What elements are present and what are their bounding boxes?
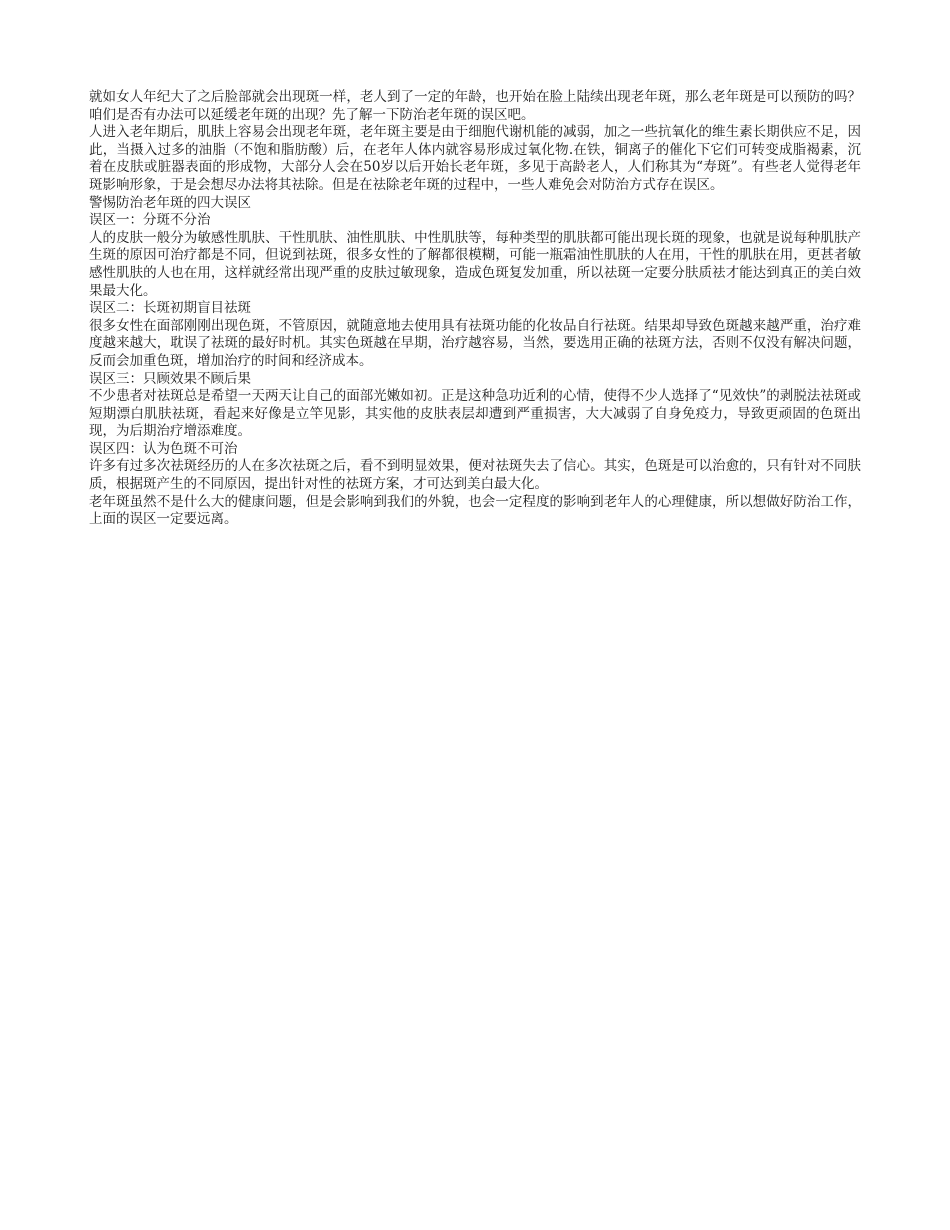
- myth-2-paragraph: 很多女性在面部刚刚出现色斑，不管原因，就随意地去使用具有祛斑功能的化妆品自行祛斑。结果却导致色斑越来越严重，治疗难度越来越大，耽误了祛斑的最好时机。其实色斑越在早期，治疗越容易，当然，要选用正确的祛斑方法，否则不仅没有解决问题，反而会加重色斑，增加治疗的时间和经济成本。: [89, 317, 861, 369]
- myth-1-heading: 误区一：分斑不分治: [89, 212, 211, 229]
- article-body: [89, 89, 861, 529]
- myth-4-paragraph: 许多有过多次祛斑经历的人在多次祛斑之后，看不到明显效果，便对祛斑失去了信心。其实，色斑是可以治愈的，只有针对不同肤质，根据斑产生的不同原因，提出针对性的祛斑方案，才可达到美白最大化。: [89, 458, 861, 493]
- myth-3-paragraph: 不少患者对祛斑总是希望一天两天让自己的面部光嫩如初。正是这种急功近利的心情，使得不少人选择了“见效快”的剥脱法祛斑或短期漂白肌肤祛斑，看起来好像是立竿见影，其实他的皮肤表层却遭到严重损害，大大减弱了自身免疫力，导致更顽固的色斑出现，为后期治疗增添难度。: [89, 388, 861, 440]
- myth-2-heading: 误区二：长斑初期盲目祛斑: [89, 300, 251, 317]
- cause-paragraph: 人进入老年期后，肌肤上容易会出现老年斑，老年斑主要是由于细胞代谢机能的减弱，加之一些抗氧化的维生素长期供应不足，因此，当摄入过多的油脂（不饱和脂肪酸）后，在老年人体内就容易形成过氧化物.在铁，铜离子的催化下它们可转变成脂褐素，沉着在皮肤或脏器表面的形成物，大部分人会在50岁以后开始长老年斑，多见于高龄老人，人们称其为“寿斑”。有些老人觉得老年斑影响形象，于是会想尽办法将其祛除。但是在祛除老年斑的过程中，一些人难免会对防治方式存在误区。: [89, 124, 861, 193]
- myth-4-heading: 误区四：认为色斑不可治: [89, 440, 238, 457]
- myth-3-heading: 误区三：只顾效果不顾后果: [89, 370, 251, 387]
- section-heading: 警惕防治老年斑的四大误区: [89, 194, 251, 211]
- conclusion-paragraph: 老年斑虽然不是什么大的健康问题，但是会影响到我们的外貌，也会一定程度的影响到老年人的心理健康，所以想做好防治工作，上面的误区一定要远离。: [89, 493, 861, 528]
- intro-paragraph: 就如女人年纪大了之后脸部就会出现斑一样，老人到了一定的年龄，也开始在脸上陆续出现老年斑，那么老年斑是可以预防的吗？咱们是否有办法可以延缓老年斑的出现？先了解一下防治老年斑的误区吧。: [89, 89, 861, 123]
- myth-1-paragraph: 人的皮肤一般分为敏感性肌肤、干性肌肤、油性肌肤、中性肌肤等，每种类型的肌肤都可能出现长斑的现象，也就是说每种肌肤产生斑的原因可治疗都是不同，但说到祛斑，很多女性的了解都很模糊，可能一瓶霜油性肌肤的人在用，干性的肌肤在用，更甚者敏感性肌肤的人也在用，这样就经常出现严重的皮肤过敏现象，造成色斑复发加重，所以祛斑一定要分肤质祛才能达到真正的美白效果最大化。: [89, 229, 861, 299]
